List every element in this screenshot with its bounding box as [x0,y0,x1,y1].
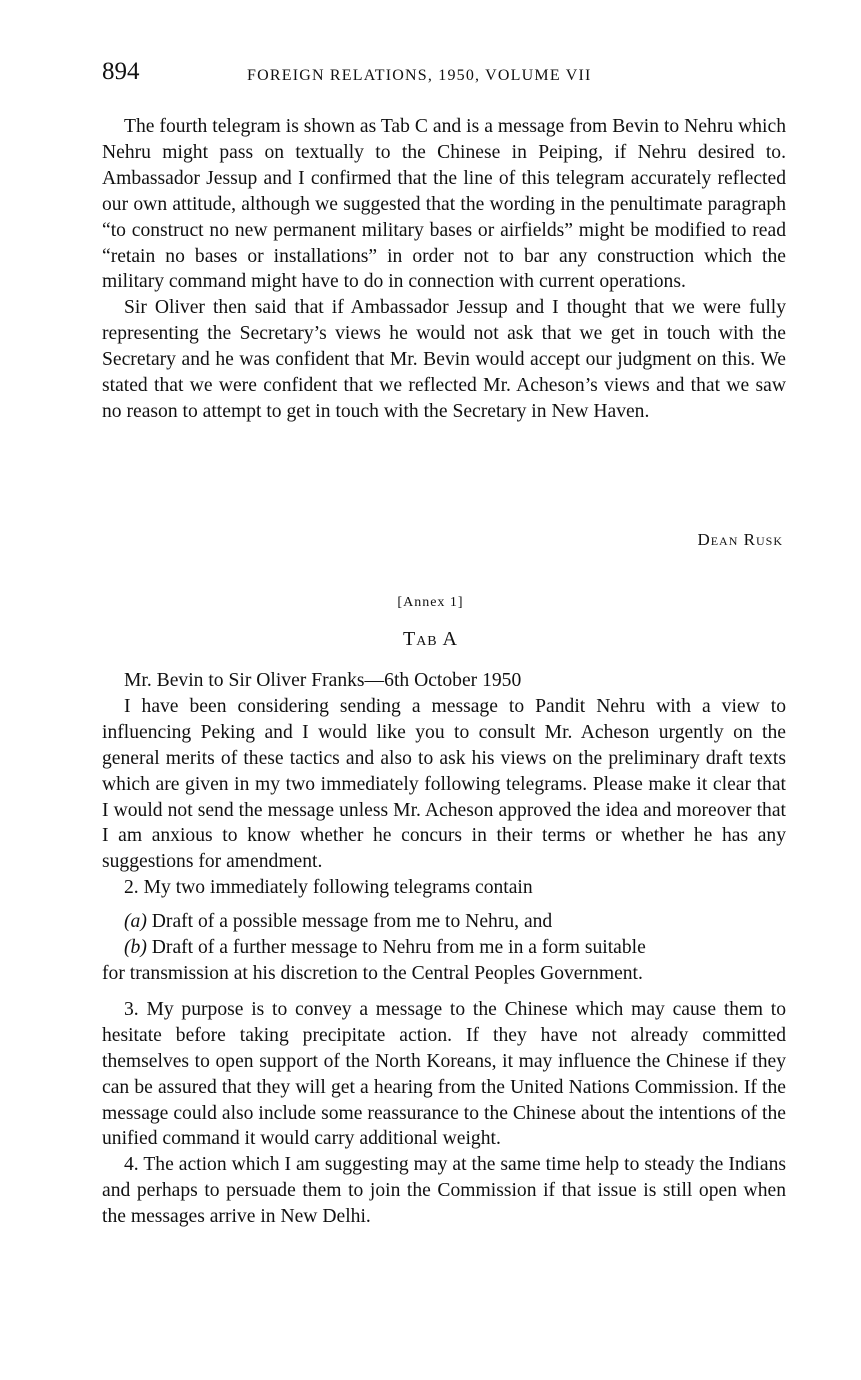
tab-title: Tab A [402,628,458,650]
section-body-1 [102,114,786,425]
paragraph: The fourth telegram is shown as Tab C and is a message from Bevin to Nehru which Nehru might pass on textually to the Chinese in Peiping, if Nehru desired to. Ambassador Jessup and I confirmed that the line of this telegram accurately reflected our own attitude, although we suggested that the wording in the penultimate paragraph “to construct no new permanent military bases or airfields” might be modified to read “retain no bases or installations” in order not to bar any construction which the military command might have to do in connection with current operations. [102,116,786,293]
list-item [102,935,786,961]
list-marker: (b) [124,937,147,959]
paragraph: I have been considering sending a message to Pandit Nehru with a view to influencing Peking and I would like you to consult Mr. Acheson urgently on the general merits of these tactics and also to ask his views on the preliminary draft texts which are given in my two immediately following telegrams. Please make it clear that I would not send the message unless Mr. Acheson approved the idea and moreover that I am anxious to know whether he concurs in their terms or whether he has any suggestions for amendment. [102,695,786,873]
list-item [102,909,786,935]
paragraph: 4. The action which I am suggesting may at the same time help to steady the Indians and perhaps to persuade them to join the Commission if that issue is still open when the messages arrive in New Delhi. [102,1154,786,1228]
list-marker: (a) [124,911,147,933]
list-item-continuation: for transmission at his discretion to the Central Peoples Government. [102,962,643,984]
running-head: FOREIGN RELATIONS, 1950, VOLUME VII [247,67,592,84]
enumerated-list [102,909,786,987]
letter-heading: Mr. Bevin to Sir Oliver Franks—6th October 1950 [124,670,522,691]
list-item-text: Draft of a possible message from me to Nehru, and [151,911,553,933]
paragraph: 2. My two immediately following telegrams contain [124,877,533,899]
page-header [102,58,782,94]
page-number: 894 [102,58,140,85]
signature: Dean Rusk [697,530,783,549]
annex-label: [Annex 1] [397,595,464,610]
section-body-2 [102,668,786,1230]
paragraph: 3. My purpose is to convey a message to the Chinese which may cause them to hesitate before taking precipitate action. If they have not already committed themselves to open support of the North Koreans, it may influence the Chinese if they can be assured that they will get a hearing from the United Nations Commission. If the message could also include some reassurance to the Chinese about the intentions of the unified command it would carry additional weight. [102,998,786,1150]
paragraph: Sir Oliver then said that if Ambassador Jessup and I thought that we were fully representing the Secretary’s views he would not ask that we get in touch with the Secretary and he was confident that Mr. Bevin would accept our judgment on this. We stated that we were confident that we reflected Mr. Acheson’s views and that we saw no reason to attempt to get in touch with the Secretary in New Haven. [102,297,786,422]
list-item-text: Draft of a further message to Nehru from me in a form suitable [151,937,646,959]
